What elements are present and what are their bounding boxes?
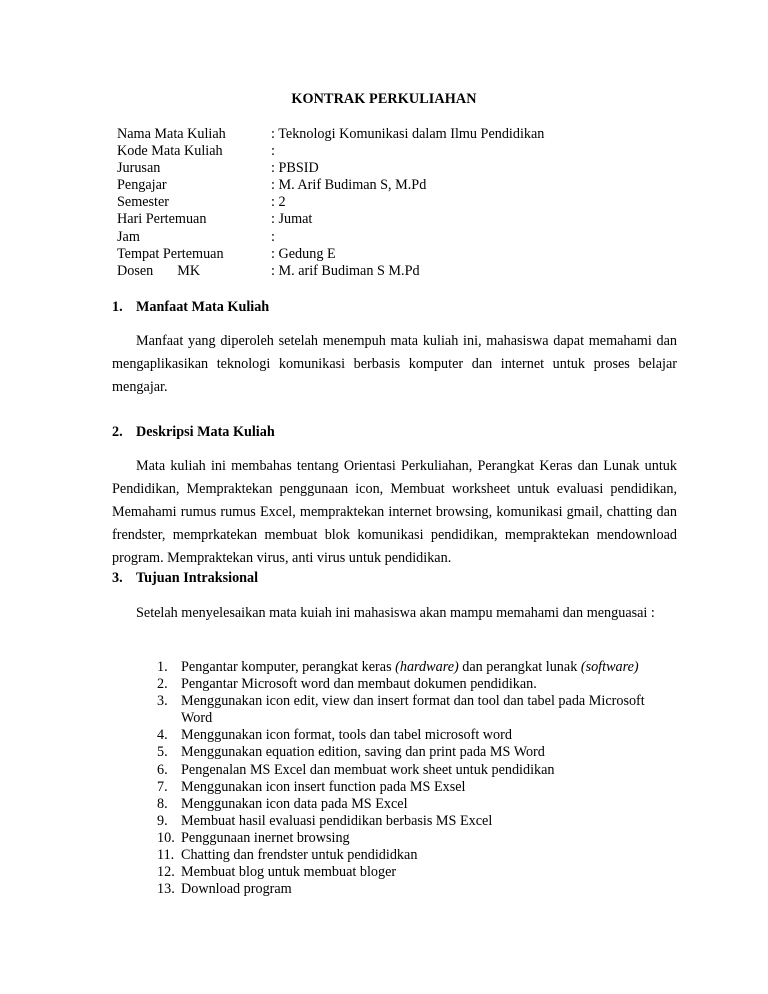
list-item-number: 11. [157, 847, 175, 864]
list-item [157, 796, 677, 813]
info-row-department [117, 160, 677, 177]
info-row-venue [117, 246, 677, 263]
info-value: : 2 [271, 194, 286, 211]
info-value: : Gedung E [271, 245, 336, 262]
list-item-text: Menggunakan equation edition, saving dan print pada MS Word [181, 744, 545, 761]
list-item-number: 2. [157, 676, 168, 693]
section-heading-benefits [112, 299, 269, 316]
info-value: : M. arif Budiman S M.Pd [271, 262, 420, 279]
section-paragraph-objectives: Setelah menyelesaikan mata kuiah ini mahasiswa akan mampu memahami dan menguasai : [136, 605, 655, 621]
info-label-dosen: Dosen [117, 262, 154, 279]
info-value: : M. Arif Budiman S, M.Pd [271, 177, 427, 194]
list-item [157, 847, 677, 864]
list-item [157, 779, 677, 796]
list-item-number: 6. [157, 761, 168, 778]
info-value: : PBSID [271, 160, 319, 177]
info-label: Jurusan [117, 160, 161, 177]
list-item [157, 727, 677, 744]
info-label: Kode Mata Kuliah [117, 143, 223, 160]
course-info-table [117, 126, 677, 280]
list-item [157, 864, 677, 881]
list-item-text: Menggunakan icon format, tools dan tabel microsoft word [181, 727, 512, 744]
list-item-text: Pengenalan MS Excel dan membuat work sheet untuk pendidikan [181, 761, 555, 778]
section-title: Deskripsi Mata Kuliah [136, 424, 275, 440]
list-item-text: Pengantar komputer, perangkat keras [181, 659, 396, 675]
list-item-text: dan perangkat lunak [458, 659, 581, 675]
info-row-course-code [117, 143, 677, 160]
info-label: Nama Mata Kuliah [117, 126, 226, 142]
section-paragraph-benefits: Manfaat yang diperoleh setelah menempuh mata kuliah ini, mahasiswa dapat memahami dan mengaplikasikan teknologi komunikasi berbasis komputer dan internet untuk proses belajar mengajar. [112, 333, 677, 395]
list-item [157, 830, 677, 847]
list-item-text: Menggunakan icon edit, view dan insert format dan tool dan tabel pada Microsoft Word [181, 693, 645, 727]
list-item [157, 693, 677, 727]
objectives-list [157, 659, 677, 898]
list-item [157, 659, 677, 676]
list-item-text: Chatting dan frendster untuk pendididkan [181, 847, 418, 864]
list-item-number: 1. [157, 659, 168, 675]
info-row-semester [117, 194, 677, 211]
list-item-number: 3. [157, 693, 168, 710]
list-item-italic: (software) [580, 659, 639, 675]
info-label: Semester [117, 194, 170, 211]
info-value: : Jumat [271, 211, 313, 228]
list-item [157, 762, 677, 779]
list-item-number: 7. [157, 778, 168, 795]
info-label: Tempat Pertemuan [117, 245, 224, 262]
section-paragraph-description: Mata kuliah ini membahas tentang Orientasi Perkuliahan, Perangkat Keras dan Lunak untuk Pendidikan, Mempraktekan penggunaan icon, Membuat worksheet untuk evaluasi pendidikan, Memahami rumus rumus Excel, mempraktekan internet browsing, komunikasi gmail, chatting dan frendster, memprkatekan membuat blok komunikasi pendidikan, mempraktekan mendownload program. Mempraktekan virus, anti virus untuk pendidikan. [112, 458, 677, 566]
list-item-number: 12. [157, 864, 175, 881]
section-number: 2. [112, 424, 123, 440]
list-item [157, 744, 677, 761]
info-row-course-name [117, 126, 677, 143]
list-item [157, 813, 677, 830]
list-item-italic: (hardware) [395, 659, 459, 675]
info-label-mk: MK [177, 262, 201, 279]
info-row-lecturer [117, 177, 677, 194]
section-heading-description [112, 424, 275, 441]
info-label: Hari Pertemuan [117, 211, 207, 228]
section-title: Manfaat Mata Kuliah [136, 299, 270, 315]
section-number: 3. [112, 570, 123, 586]
document-title: KONTRAK PERKULIAHAN [291, 91, 477, 107]
section-heading-objectives [112, 570, 258, 587]
info-value: : [271, 143, 275, 160]
info-label: Jam [117, 228, 140, 245]
list-item-text: Penggunaan inernet browsing [181, 829, 350, 846]
list-item [157, 881, 677, 898]
info-value: : [271, 228, 275, 245]
section-number: 1. [112, 299, 123, 315]
section-title: Tujuan Intraksional [136, 570, 259, 586]
list-item-text: Menggunakan icon insert function pada MS Exsel [181, 778, 466, 795]
list-item-text: Pengantar Microsoft word dan membaut dokumen pendidikan. [181, 676, 537, 693]
list-item-number: 8. [157, 795, 168, 812]
list-item-number: 5. [157, 744, 168, 761]
info-row-course-lecturer [117, 263, 677, 280]
info-label: Pengajar [117, 177, 167, 194]
info-row-time [117, 229, 677, 246]
list-item-number: 4. [157, 727, 168, 744]
info-value: : Teknologi Komunikasi dalam Ilmu Pendidikan [271, 126, 545, 142]
list-item [157, 676, 677, 693]
info-label [117, 263, 200, 280]
info-row-meeting-day [117, 211, 677, 228]
list-item-text: Menggunakan icon data pada MS Excel [181, 795, 408, 812]
list-item-text: Download program [181, 881, 292, 898]
list-item-number: 13. [157, 881, 175, 898]
list-item-number: 9. [157, 812, 168, 829]
list-item-number: 10. [157, 829, 175, 846]
list-item-text: Membuat blog untuk membuat bloger [181, 864, 397, 881]
list-item-text: Membuat hasil evaluasi pendidikan berbasis MS Excel [181, 812, 493, 829]
